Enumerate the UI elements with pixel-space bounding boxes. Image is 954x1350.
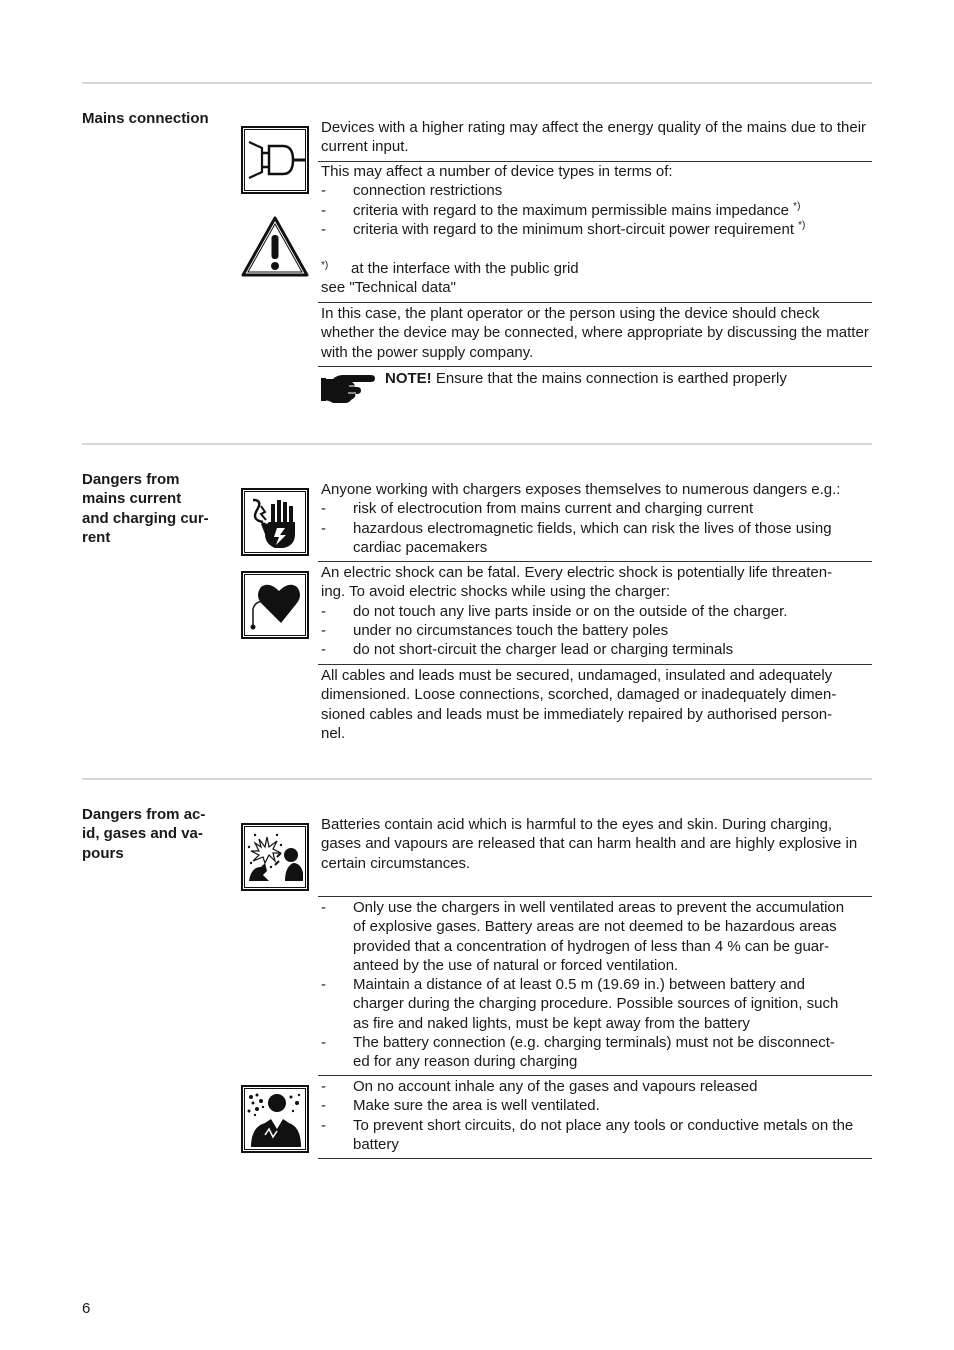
bullet-dash: - [321,182,326,200]
electric-shock-hand-icon [241,488,309,556]
rule [318,1075,872,1076]
pointing-hand-icon [319,371,377,407]
bullet-dash: - [321,976,326,994]
mains-para-1: Devices with a higher rating may affect the energy quality of the mains due to their current input. [321,119,867,156]
title-line: pours [82,844,124,862]
bullet-dash: - [321,899,326,916]
rule [318,302,872,303]
section-title-mains-current [82,470,222,547]
list-item-text: under no circumstances touch the battery poles [353,621,669,639]
pacemaker-heart-icon [241,571,309,639]
title-line: and charging cur- [82,509,209,527]
list-item-text: On no account inhale any of the gases and vapours released [353,1078,758,1095]
list-item-line: as fire and naked lights, must be kept away from the battery [353,1014,750,1032]
mains-plug-icon [241,126,309,194]
current-block-1 [321,480,872,557]
section-title-acid-gases [82,805,222,863]
mains-footnote [321,259,872,298]
list-item [321,1096,872,1115]
rule [318,664,872,665]
list-item-line: charger during the charging procedure. Possible sources of ignition, such [353,995,839,1013]
list-item-line: provided that a concentration of hydrogen of less than 4 % can be guar- [353,937,830,955]
list-item-text: hazardous electromagnetic fields, which can risk the lives of those using cardiac pacemakers [353,519,832,556]
title-line: mains current [82,490,182,508]
bullet-dash: - [321,1034,326,1052]
bullet-dash: - [321,641,326,659]
title-line: Dangers from [82,471,180,488]
footnote-mark: *) [798,219,806,231]
section-title-mains: Mains connection [82,110,209,127]
current-block-2 [321,563,872,659]
list-item-text: criteria with regard to the maximum permissible mains impedance [353,201,789,219]
list-item-line: anteed by the use of natural or forced ventilation. [353,956,679,974]
footnote-text: at the interface with the public grid [351,260,579,277]
list-item [321,519,872,558]
list-item-line: The battery connection (e.g. charging terminals) must not be disconnect- [353,1034,835,1052]
toxic-gas-inhalation-icon [241,1085,309,1153]
separator-top [82,82,872,84]
footnote-mark: *) [321,260,329,271]
mains-block-2 [321,162,872,239]
bullet-dash: - [321,1097,326,1115]
separator-3 [82,778,872,780]
list-item [321,898,872,975]
list-item-text: criteria with regard to the minimum short-circuit power requirement [353,220,794,238]
acid-para-1: Batteries contain acid which is harmful to the eyes and skin. During charging, gases and vapours are released that can harm health and are highly explosive in certain circumstances. [321,816,858,872]
title-line: id, gases and va- [82,825,203,843]
title-line: rent [82,528,111,546]
bullet-dash: - [321,500,326,518]
list-item-line: ed for any reason during charging [353,1053,578,1071]
acid-block-3 [321,1077,872,1154]
current-para-3-line: dimensioned. Loose connections, scorched, damaged or inadequately dimen- [321,686,837,704]
current-para-2-line: ing. To avoid electric shocks while using the charger: [321,583,671,601]
list-item-text: risk of electrocution from mains current and charging current [353,500,754,518]
list-item-text: connection restrictions [353,182,503,200]
current-para-3-line: All cables and leads must be secured, undamaged, insulated and adequately [321,667,833,684]
acid-explosion-icon [241,823,309,891]
current-para-1: Anyone working with chargers exposes themselves to numerous dangers e.g.: [321,481,841,498]
list-item [321,1077,872,1096]
rule [318,366,872,367]
bullet-dash: - [321,201,326,219]
footnote-mark: *) [793,200,801,212]
bullet-dash: - [321,1116,326,1134]
list-item [321,201,872,220]
list-item-text: do not short-circuit the charger lead or charging terminals [353,641,734,659]
see-technical-data: see "Technical data" [321,279,456,297]
rule [318,561,872,562]
page-number: 6 [82,1300,91,1317]
list-item-text: To prevent short circuits, do not place any tools or conductive metals on the battery [353,1116,854,1153]
current-para-3-line: nel. [321,724,346,742]
list-item-line: of explosive gases. Battery areas are not deemed to be hazardous areas [353,918,837,936]
list-item [321,181,872,200]
list-item [321,621,872,640]
current-para-3-line: sioned cables and leads must be immediately repaired by authorised person- [321,705,833,723]
bullet-dash: - [321,602,326,620]
list-item [321,220,872,239]
list-item [321,602,872,621]
bullet-dash: - [321,621,326,639]
rule [318,896,872,897]
note [385,369,872,388]
title-line: Dangers from ac- [82,806,206,823]
rule [318,1158,872,1159]
list-item [321,975,872,1033]
note-label: NOTE! [385,370,432,387]
note-text: Ensure that the mains connection is earthed properly [431,370,787,387]
list-item-line: Only use the chargers in well ventilated areas to prevent the accumulation [353,899,845,916]
list-item [321,499,872,518]
mains-para-3: In this case, the plant operator or the person using the device should check whether the device may be connected, where appropriate by discussing the matter with the power supply company. [321,305,869,361]
bullet-dash: - [321,220,326,238]
list-item-line: Maintain a distance of at least 0.5 m (19.69 in.) between battery and [353,976,805,994]
list-item [321,1033,872,1072]
list-item [321,1116,872,1155]
current-block-3 [321,666,872,743]
warning-triangle-icon [240,215,310,279]
separator-2 [82,443,872,445]
mains-para-2: This may affect a number of device types in terms of: [321,163,673,180]
acid-block-2 [321,898,872,1072]
bullet-dash: - [321,1078,326,1095]
list-item-text: Make sure the area is well ventilated. [353,1097,600,1115]
list-item [321,640,872,659]
bullet-dash: - [321,519,326,537]
list-item-text: do not touch any live parts inside or on the outside of the charger. [353,602,788,620]
current-para-2-line: An electric shock can be fatal. Every electric shock is potentially life threaten- [321,564,833,581]
